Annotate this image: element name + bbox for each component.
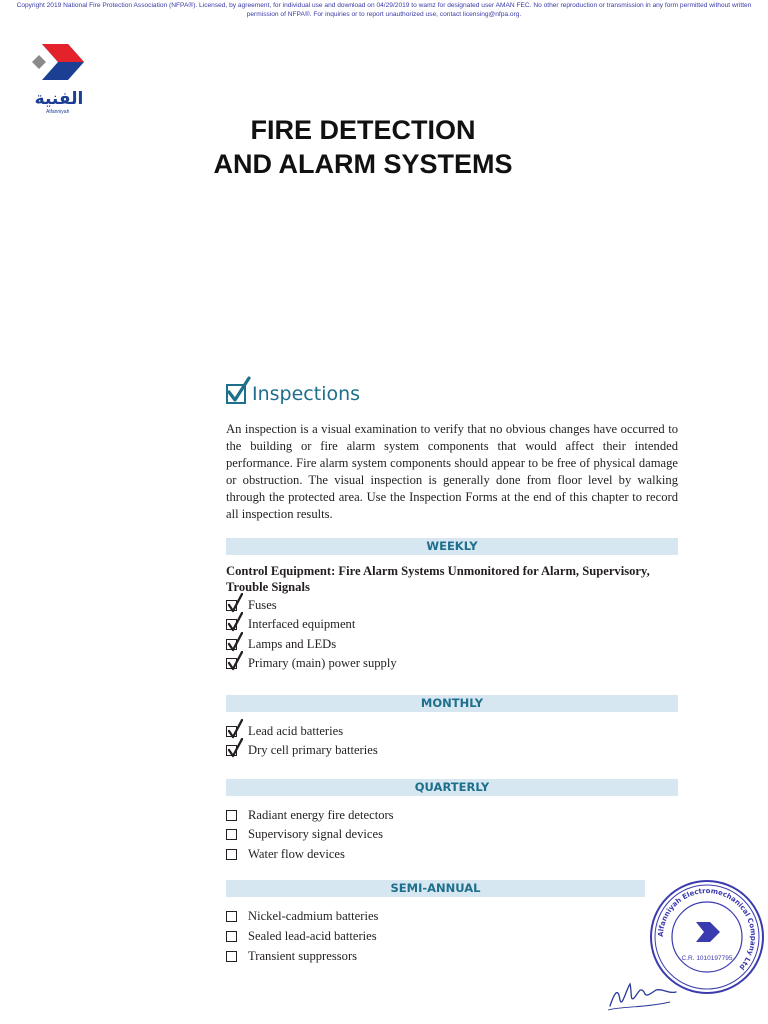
checklist-item [226,806,394,824]
checklist-item-label: Water flow devices [248,846,345,861]
checked-box-icon [226,639,237,650]
checkbox-icon [226,911,237,922]
weekly-subhead: Control Equipment: Fire Alarm Systems Unmonitored for Alarm, Supervisory, Trouble Signals [226,564,650,594]
copyright-notice: Copyright 2019 National Fire Protection Association (NFPA®). Licensed, by agreement, for individual use and download on 04/29/2019 to wamz for designated user AMAN FEC. No other reproduction or transmission in any form permitted without written permission of NFPA®. For inquiries or to report unauthorized use, contact licensing@nfpa.org. [16,2,752,18]
checklist-item-label: Radiant energy fire detectors [248,807,394,822]
checked-box-icon [226,726,237,737]
checklist-item [226,845,345,863]
checklist-item-label: Nickel-cadmium batteries [248,908,379,923]
checklist-item-label: Lead acid batteries [248,723,344,738]
checkbox-icon [226,829,237,840]
checklist-item-label: Fuses [248,597,277,612]
checklist-item [226,947,357,965]
checklist-item-label: Dry cell primary batteries [248,743,378,758]
checklist-item-label: Interfaced equipment [248,617,356,632]
checked-box-icon [226,619,237,630]
inspections-heading [226,378,360,410]
checkmark-icon [226,384,246,404]
checklist-item [226,742,378,760]
checked-box-icon [226,658,237,669]
section-title: Inspections [252,383,361,405]
band-semi-annual: SEMI-ANNUAL [226,880,645,897]
stamp-ring-text: Alfanniyah Electromechanical Company Ltd [656,886,758,972]
checked-box-icon [226,745,237,756]
checklist-item [226,722,343,740]
logo-arabic-text: الفنية [34,89,84,109]
chapter-title-line1: FIRE DETECTION [250,115,476,145]
band-monthly: MONTHLY [226,695,678,712]
band-weekly: WEEKLY [226,538,678,555]
checkbox-icon [226,849,237,860]
checklist-item [226,616,355,634]
chapter-title-line2: AND ALARM SYSTEMS [213,149,513,179]
chapter-title [150,113,576,181]
checklist-item [226,826,383,844]
logo-latin-text: Alfanniyah [46,109,70,115]
checklist-item-label: Transient suppressors [248,948,358,963]
handwritten-signature [604,972,684,1012]
checkbox-icon [226,931,237,942]
checklist-item-label: Lamps and LEDs [248,636,337,651]
intro-paragraph: An inspection is a visual examination to verify that no obvious changes have occurred to the building or fire alarm system components that would affect their intended performance. Fire alarm system components should appear to be free of physical damage or obstruction. The visual inspection is generally done from floor level by walking through the protected area. Use the Inspection Forms at the end of this chapter to record all inspection results. [226,422,678,521]
checklist-item [226,927,377,945]
checklist-item-label: Sealed lead-acid batteries [248,928,377,943]
checklist-item [226,907,378,925]
checklist-item-label: Primary (main) power supply [248,656,397,671]
stamp-cr: C.R. 1010197795 [681,955,733,962]
checklist-item [226,655,397,673]
checked-box-icon [226,600,237,611]
checkbox-icon [226,810,237,821]
checklist-item-label: Supervisory signal devices [248,827,384,842]
checkbox-icon [226,951,237,962]
band-quarterly: QUARTERLY [226,779,678,796]
